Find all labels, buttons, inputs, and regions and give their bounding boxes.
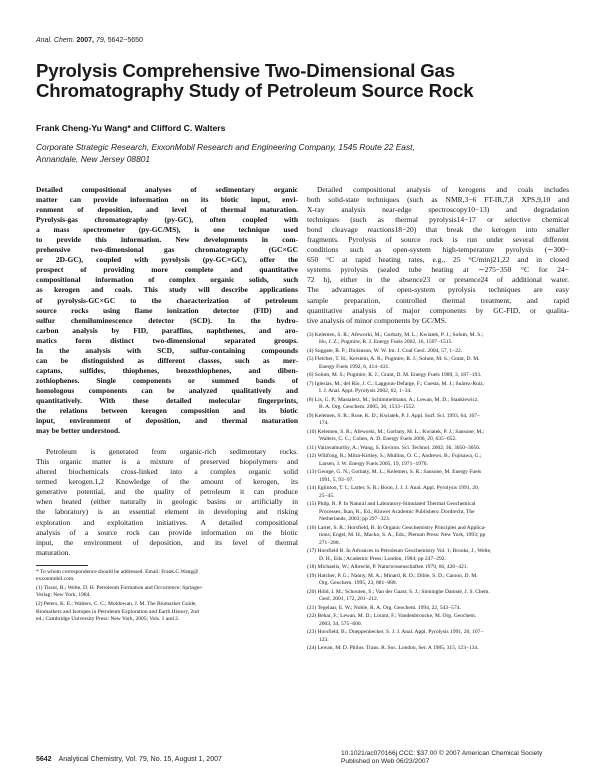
reference-line: (14) Eglinton, T. I.; Larter, S. R.; Boon, J. J. J. Anal. Appl. Pyrolysis 1991, 20, bbox=[307, 485, 480, 492]
reference-line: 174. bbox=[319, 420, 329, 427]
text-line: X-ray analysis near-edge spectroscopy10−13) and degradation bbox=[307, 205, 569, 215]
journal-reference bbox=[36, 37, 143, 44]
text-line: Detailed compositional analyses of sedimentary organic bbox=[36, 185, 298, 194]
reference-entry bbox=[307, 548, 569, 563]
journal-issue: Analytical Chemistry, Vol. 79, No. 15, August 1, 2007 bbox=[58, 756, 222, 763]
reference-line: 25−45. bbox=[319, 492, 335, 499]
reference-line: (20) Höld, I. M.; Schouten, S.; Van der Gaast, S. J.; Sinninghe Damsté, J. S. Chem. bbox=[307, 588, 490, 595]
reference-line: (7) Iglesias, M.; del Río, J. C.; Laggoun-Defarge, F.; Cuesta, M. J.; Suárez-Ruiz, bbox=[307, 380, 485, 387]
text-line: 650 °C at rapid heating rates, e.g., 25 °C/min)21,22 and in closed bbox=[307, 255, 569, 265]
reference-entry bbox=[307, 589, 569, 604]
abstract bbox=[36, 185, 298, 436]
title-line-1: Pyrolysis Comprehensive Two-Dimensional Gas bbox=[36, 60, 455, 81]
text-line: can be distinguished as different classes, such as mer- bbox=[36, 355, 298, 365]
reference-entry bbox=[307, 445, 569, 452]
reference-line: (19) Hatcher, P. G.; Nanny, M. A.; Minard, R. D.; Dible, S. D.; Carson, D. M. bbox=[307, 572, 478, 579]
introduction-left bbox=[36, 447, 298, 558]
paper-title bbox=[36, 61, 576, 101]
reference-entry bbox=[307, 372, 569, 379]
text-line: as kerogen and coals. This study will describe applications bbox=[36, 285, 298, 295]
text-line: homologous components can be analyzed qualitatively and bbox=[36, 385, 298, 395]
reference-line: (8) Lis, G. P.; Mastalerz, M.; Schimmelmann, A.; Lewan, M. D.; Stankiewicz, bbox=[307, 396, 479, 403]
text-line: exploration and exploitation initiatives. A detailed compositional bbox=[36, 517, 298, 527]
text-line: ronment of deposition, and level of thermal maturation. bbox=[36, 205, 298, 215]
reference-line: (4) Suggate, R. P.; Dickinson, W. W. Int. J. Coal Geol. 2004, 57, 1−22. bbox=[307, 347, 463, 354]
reference-entry bbox=[307, 629, 569, 644]
text-line: 72 h), either in the absence23 or presence24 of additional water. bbox=[307, 275, 569, 285]
right-column bbox=[307, 185, 569, 654]
reference-entry bbox=[307, 525, 569, 547]
text-line: both solid-state techniques (such as NMR,3−6 FT-IR,7,8 XPS,9,10 and bbox=[307, 195, 569, 205]
reference-line: (3) Kelemen, S. R.; Afeworki, M.; Gorbaty, M. L.; Kwiatek, P. J.; Solum, M. S.; bbox=[307, 331, 484, 338]
reference-entry bbox=[307, 332, 569, 347]
journal-name: Anal. Chem. bbox=[36, 37, 75, 44]
reference-line: (5) Fletcher, T. H.; Kerstein, A. R.; Pugmire, R. J.; Solum, M. S.; Grant, D. M. bbox=[307, 356, 480, 363]
reference-line: 123. bbox=[319, 636, 329, 643]
reference-line: Org. Geochem. 1995, 23, 881−888. bbox=[319, 580, 398, 587]
text-line: carbon analysis by FID, paraffins, naphthenes, and aro- bbox=[36, 325, 298, 335]
reference-entry bbox=[307, 645, 569, 652]
reference-line: (2) Peters, K. E.; Walters, C. C.; Moldowan, J. M. The Biomarker Guide, bbox=[36, 601, 197, 608]
text-line: systems pyrolysis (sealed tube heating at ∼275−350 °C for 24− bbox=[307, 265, 569, 275]
journal-year: 2007, bbox=[76, 37, 95, 44]
text-line: Detailed compositional analysis of kerogens and coals includes bbox=[317, 185, 569, 194]
reference-entry bbox=[307, 413, 569, 428]
text-line: when heated (either naturally in geologic basins or artificially in bbox=[36, 497, 298, 507]
reference-entry bbox=[36, 569, 298, 584]
text-line: The advantages of open-system pyrolysis techniques are easy bbox=[307, 285, 569, 295]
text-line: techniques (such as thermal pyrolysis14−17 or selective chemical bbox=[307, 215, 569, 225]
reference-line: (23) Horsfield, B.; Dueppenbecker, S. J. J. Anal. Appl. Pyrolysis 1991, 20, 107− bbox=[307, 629, 484, 636]
text-line: conditions such as open-system high-temperature pyrolysis (∼300− bbox=[307, 245, 569, 255]
reference-line: (12) Wiltfong, R.; Mitra-Kirtley, S.; Mullins, O. C.; Andrews, B.; Fujisawa, G.; bbox=[307, 453, 482, 460]
reference-line: (18) Michaelis, W.; Albrecht, P. Naturwissenschaften 1979, 66, 420−421. bbox=[307, 564, 468, 571]
reference-line: 2003, 34, 575−600. bbox=[319, 620, 362, 627]
reference-line: (24) Lewan, M. D. Philos. Trans. R. Soc. London, Ser. A 1985, 315, 123−134. bbox=[307, 645, 479, 652]
reference-line: ed.; Cambridge University Press: New York, 2005; Vols. 1 and 2. bbox=[36, 616, 180, 623]
reference-entry bbox=[307, 605, 569, 612]
footnote-divider bbox=[36, 565, 88, 566]
text-line: bond cleavage reactions18−20) that break the kerogen into smaller bbox=[307, 225, 569, 235]
text-line: termed kerogen.1,2 Knowledge of the amount of kerogen, its bbox=[36, 477, 298, 487]
introduction-right bbox=[307, 185, 569, 326]
affiliation-line-1: Corporate Strategic Research, ExxonMobil Research and Engineering Company, 1545 Route 22 East, bbox=[36, 142, 415, 152]
journal-pages: 5642−5650 bbox=[107, 37, 143, 44]
reference-line: (21) Tegelaar, E. W.; Noble, R. A. Org. Geochem. 1994, 22, 543−574. bbox=[307, 604, 461, 611]
left-column bbox=[36, 185, 298, 625]
text-line: altered biochemicals cross-linked into a complex organic solid bbox=[36, 467, 298, 477]
text-line: may be better understood. bbox=[36, 426, 121, 436]
reference-line: * To whom correspondence should be addressed. Email: Frank.C.Wang@ bbox=[36, 568, 199, 575]
reference-entry bbox=[307, 564, 569, 571]
reference-entry bbox=[36, 601, 298, 624]
reference-line: I. J. Anal. Appl. Pyrolysis 2002, 62, 1−34. bbox=[319, 388, 412, 395]
reference-line: D. H., Eds.; Academic Press: London, 1984; pp 247−292. bbox=[319, 555, 446, 562]
text-line: input, environment of deposition, and thermal maturation bbox=[36, 416, 298, 426]
reference-line: Netherlands, 2003; pp 297−323. bbox=[319, 516, 391, 523]
page-number: 5642 bbox=[36, 756, 52, 763]
reference-entry bbox=[307, 501, 569, 523]
text-line: to provide this information. New developments in com- bbox=[36, 235, 298, 245]
page-footer-left bbox=[36, 756, 222, 763]
text-line: a mass spectrometer (py-GC/MS), is one technique used bbox=[36, 225, 298, 235]
author-list: Frank Cheng-Yu Wang* and Clifford C. Walters bbox=[36, 123, 226, 133]
reference-entry bbox=[307, 453, 569, 468]
reference-line: B. A. Org. Geochem. 2005, 36, 1533−1552. bbox=[319, 404, 416, 411]
text-line: captans, sulfides, thiophenes, benzothiophenes, and diben- bbox=[36, 365, 298, 375]
affiliation bbox=[36, 141, 506, 166]
reference-line: 271−288. bbox=[319, 539, 340, 546]
reference-entry bbox=[307, 348, 569, 355]
text-line: This organic matter is a mixture of preserved biopolymers and bbox=[36, 457, 298, 467]
text-line: generative potential, and the quality of petroleum it can produce bbox=[36, 487, 298, 497]
reference-line: Geol. 2001, 172, 201−212. bbox=[319, 596, 379, 603]
text-line: Pyrolysis-gas chromatography (py-GC), often coupled with bbox=[36, 215, 298, 225]
text-line: sample preparation, controlled thermal treatment, and rapid bbox=[307, 295, 569, 305]
text-line: tive analysis of minor components by GC/MS. bbox=[307, 315, 447, 325]
reference-line: 1991, 5, 93−97. bbox=[319, 476, 354, 483]
reference-line: (10) Kelemen, S. R.; Afeworki, M.; Gorbaty, M. L.; Kwiatek, P. J.; Sansone, M.; bbox=[307, 428, 485, 435]
reference-line: Hu, J. Z.; Pugmire, R. J. Energy Fuels 2002, 16, 1507−1515. bbox=[319, 339, 453, 346]
reference-line: Energy Fuels 1992, 6, 414−431. bbox=[319, 363, 390, 370]
reference-entry bbox=[307, 613, 569, 628]
journal-volume: 79, bbox=[95, 37, 106, 44]
reference-entry bbox=[307, 429, 569, 444]
reference-line: Walters, C. C.; Cohen, A. D. Energy Fuels 2006, 20, 635−652. bbox=[319, 436, 457, 443]
text-line: input, the environment of deposition, and its level of thermal bbox=[36, 537, 298, 547]
reference-line: (13) George, G. N.; Gorbaty, M. L.; Kelemen, S. R.; Sansone, M. Energy Fuels bbox=[307, 469, 482, 476]
reference-line: Larsen, J. W. Energy Fuels 2005, 19, 1971−1976. bbox=[319, 460, 428, 467]
text-line: analysis of a source rock can provide information on the biotic bbox=[36, 527, 298, 537]
text-line: or 2D-GC), coupled with pyrolysis (py-GC×GC), offer the bbox=[36, 255, 298, 265]
published-line: Published on Web 06/23/2007 bbox=[341, 758, 430, 765]
text-line: of pyrolysis-GC×GC to the characterization of petroleum bbox=[36, 295, 298, 305]
reference-line: (1) Tissot, B.; Welte, D. H. Petroleum Formation and Occurrence; Springer- bbox=[36, 584, 203, 591]
reference-entry bbox=[307, 356, 569, 371]
reference-line: (6) Solum, M. S.; Pugmire, R. J.; Grant, D. M. Energy Fuels 1989, 3, 187−193. bbox=[307, 372, 482, 379]
title-line-2: Chromatography Study of Petroleum Source Rock bbox=[36, 80, 474, 101]
reference-line: (22) Behar, F.; Lewan, M. D.; Lorant, F.; Vandenbroucke, M. Org. Geochem. bbox=[307, 613, 477, 620]
reference-line: exxonmobil.com. bbox=[36, 576, 75, 583]
reference-list bbox=[307, 332, 569, 654]
text-line: zothiophenes. Single components or summed bands of bbox=[36, 375, 298, 385]
text-line: prospect of providing more complete and quantitative bbox=[36, 265, 298, 275]
reference-line: Biomarkers and Isotopes in Petroleum Exploration and Earth History, 2nd bbox=[36, 608, 199, 615]
text-line: prehensive two-dimensional gas chromatography (GC×GC bbox=[36, 245, 298, 255]
text-line: maturation. bbox=[36, 547, 71, 557]
text-line: compositional information of complex organic solids, such bbox=[36, 275, 298, 285]
reference-entry bbox=[307, 381, 569, 396]
text-line: matics form distinct two-dimensional separated groups. bbox=[36, 335, 298, 345]
text-line: fragments. Pyrolysis of source rock is run under several different bbox=[307, 235, 569, 245]
reference-line: tions; Engel, M. H., Macko, S. A., Eds.; Plenum Press: New York, 1993; pp bbox=[319, 532, 486, 539]
doi-line: 10.1021/ac070166j CCC: $37.00 © 2007 American Chemical Society bbox=[341, 750, 543, 757]
reference-line: (16) Larter, S. R.; Horsfield, B. In Organic Geochemistry Principles and Applica- bbox=[307, 524, 486, 531]
text-line: quantitative analysis of major components by GC-FID, or qualita- bbox=[307, 305, 569, 315]
text-line: Petroleum is generated from organic-rich sedimentary rocks. bbox=[46, 447, 298, 457]
page-footer-right bbox=[341, 750, 564, 766]
reference-line: (15) Philp, R. P. In Natural and Laboratory-Simulated Thermal Geochemical bbox=[307, 501, 476, 508]
reference-line: Verlag: New York, 1984. bbox=[36, 592, 91, 599]
reference-entry bbox=[307, 397, 569, 412]
text-line: sulfur chemiluminescence detector (SCD). In the hydro- bbox=[36, 315, 298, 325]
text-line: the laboratory) is an essential element in developing and risking bbox=[36, 507, 298, 517]
reference-line: (17) Horsfield B. In Advances in Petroleum Geochemistry Vol. 1; Brooks, J., Welte, bbox=[307, 548, 492, 555]
affiliation-line-2: Annandale, New Jersey 08801 bbox=[36, 154, 151, 165]
reference-line: (11) Vairavamurthy, A.; Wang, S. Environ. Sci. Technol. 2002, 36, 3050−3056. bbox=[307, 444, 481, 451]
reference-entry bbox=[307, 469, 569, 484]
reference-entry bbox=[36, 585, 298, 600]
text-line: matter can provide information on its biotic input, envi- bbox=[36, 195, 298, 205]
reference-line: Processes; Ikan, R., Ed.; Kluwer Academic Publishers: Dordrecht, The bbox=[319, 508, 475, 515]
text-line: source rocks using flame ionization detector (FID) and bbox=[36, 305, 298, 315]
footnotes bbox=[36, 569, 298, 625]
reference-entry bbox=[307, 485, 569, 500]
text-line: the relations between kerogen composition and its biotic bbox=[36, 406, 298, 416]
text-line: In the analysis with SCD, sulfur-containing compounds bbox=[36, 345, 298, 355]
reference-entry bbox=[307, 573, 569, 588]
reference-line: (9) Kelemen, S. R.; Rose, K. D.; Kwiatek, P. J. Appl. Surf. Sci. 1993, 64, 167− bbox=[307, 412, 481, 419]
text-line: quantitatively. With these detailed molecular fingerprints, bbox=[36, 395, 298, 405]
